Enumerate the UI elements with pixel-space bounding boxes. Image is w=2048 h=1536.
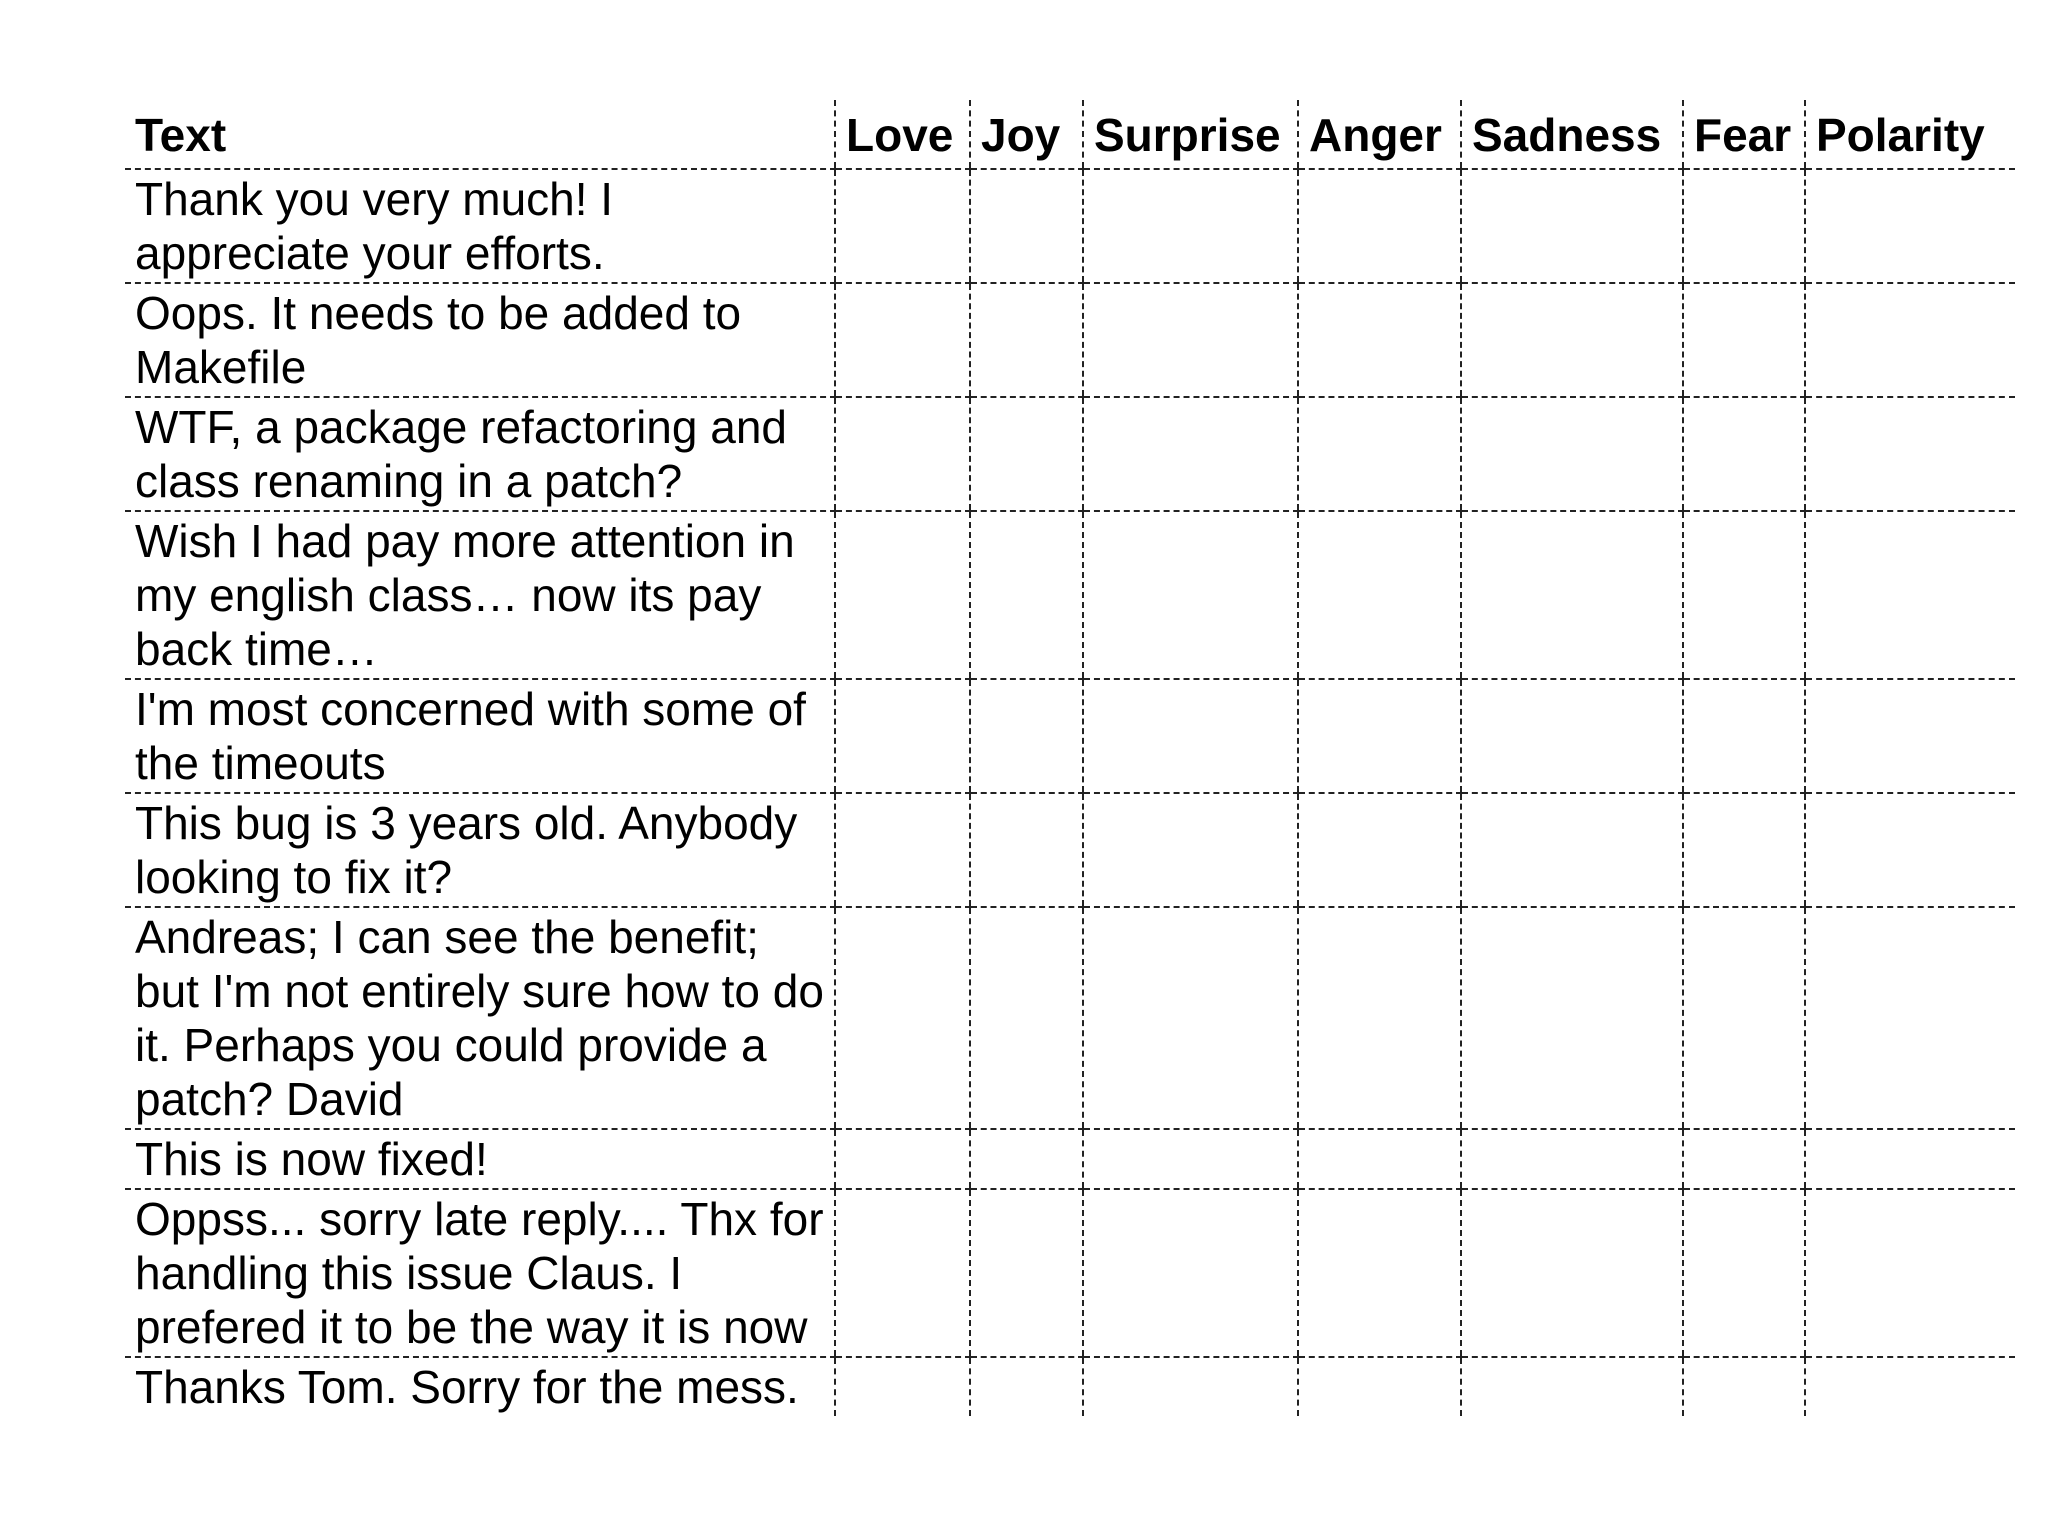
table-row	[125, 679, 2015, 793]
score-cell-anger[interactable]	[1298, 1129, 1461, 1189]
score-cell-sadness[interactable]	[1461, 283, 1683, 397]
score-cell-anger[interactable]	[1298, 397, 1461, 511]
annotation-sheet	[125, 100, 2015, 1416]
score-cell-fear[interactable]	[1683, 1129, 1805, 1189]
header-row	[125, 100, 2015, 169]
score-cell-anger[interactable]	[1298, 1189, 1461, 1357]
score-cell-sadness[interactable]	[1461, 397, 1683, 511]
table-row	[125, 907, 2015, 1129]
score-cell-fear[interactable]	[1683, 283, 1805, 397]
header-fear: Fear	[1683, 100, 1805, 169]
score-cell-sadness[interactable]	[1461, 1357, 1683, 1416]
score-cell-love[interactable]	[835, 1189, 970, 1357]
score-cell-polarity[interactable]	[1805, 793, 2015, 907]
score-cell-joy[interactable]	[970, 169, 1083, 283]
score-cell-love[interactable]	[835, 511, 970, 679]
score-cell-polarity[interactable]	[1805, 1129, 2015, 1189]
table-row	[125, 1357, 2015, 1416]
table-row	[125, 283, 2015, 397]
score-cell-surprise[interactable]	[1083, 511, 1298, 679]
score-cell-love[interactable]	[835, 397, 970, 511]
score-cell-love[interactable]	[835, 793, 970, 907]
score-cell-anger[interactable]	[1298, 907, 1461, 1129]
table-row	[125, 793, 2015, 907]
score-cell-polarity[interactable]	[1805, 511, 2015, 679]
score-cell-surprise[interactable]	[1083, 397, 1298, 511]
score-cell-anger[interactable]	[1298, 169, 1461, 283]
row-text-cell: Oops. It needs to be added to Makefile	[125, 283, 835, 397]
row-text-cell: WTF, a package refactoring and class renaming in a patch?	[125, 397, 835, 511]
score-cell-sadness[interactable]	[1461, 907, 1683, 1129]
header-joy: Joy	[970, 100, 1083, 169]
score-cell-joy[interactable]	[970, 283, 1083, 397]
score-cell-fear[interactable]	[1683, 511, 1805, 679]
score-cell-fear[interactable]	[1683, 1189, 1805, 1357]
score-cell-joy[interactable]	[970, 907, 1083, 1129]
row-text-cell: Andreas; I can see the benefit; but I'm not entirely sure how to do it. Perhaps you could provide a patch? David	[125, 907, 835, 1129]
score-cell-anger[interactable]	[1298, 679, 1461, 793]
row-text-cell: This bug is 3 years old. Anybody looking to fix it?	[125, 793, 835, 907]
score-cell-anger[interactable]	[1298, 793, 1461, 907]
score-cell-surprise[interactable]	[1083, 283, 1298, 397]
score-cell-polarity[interactable]	[1805, 679, 2015, 793]
score-cell-surprise[interactable]	[1083, 793, 1298, 907]
score-cell-love[interactable]	[835, 907, 970, 1129]
score-cell-polarity[interactable]	[1805, 283, 2015, 397]
score-cell-surprise[interactable]	[1083, 679, 1298, 793]
score-cell-anger[interactable]	[1298, 511, 1461, 679]
score-cell-anger[interactable]	[1298, 283, 1461, 397]
header-surprise: Surprise	[1083, 100, 1298, 169]
score-cell-surprise[interactable]	[1083, 169, 1298, 283]
score-cell-sadness[interactable]	[1461, 511, 1683, 679]
row-text-cell: Wish I had pay more attention in my english class… now its pay back time…	[125, 511, 835, 679]
score-cell-love[interactable]	[835, 679, 970, 793]
score-cell-sadness[interactable]	[1461, 793, 1683, 907]
table-row	[125, 511, 2015, 679]
table-row	[125, 1189, 2015, 1357]
score-cell-joy[interactable]	[970, 397, 1083, 511]
score-cell-joy[interactable]	[970, 1189, 1083, 1357]
score-cell-fear[interactable]	[1683, 1357, 1805, 1416]
score-cell-polarity[interactable]	[1805, 907, 2015, 1129]
table-body	[125, 169, 2015, 1416]
score-cell-fear[interactable]	[1683, 793, 1805, 907]
table-row	[125, 169, 2015, 283]
header-polarity: Polarity	[1805, 100, 2015, 169]
score-cell-sadness[interactable]	[1461, 169, 1683, 283]
score-cell-polarity[interactable]	[1805, 1189, 2015, 1357]
score-cell-love[interactable]	[835, 169, 970, 283]
score-cell-sadness[interactable]	[1461, 1129, 1683, 1189]
header-anger: Anger	[1298, 100, 1461, 169]
score-cell-joy[interactable]	[970, 793, 1083, 907]
header-text: Text	[125, 100, 835, 169]
row-text-cell: Thank you very much! I appreciate your efforts.	[125, 169, 835, 283]
row-text-cell: This is now fixed!	[125, 1129, 835, 1189]
score-cell-fear[interactable]	[1683, 169, 1805, 283]
emotion-annotation-table	[125, 100, 2015, 1416]
score-cell-sadness[interactable]	[1461, 1189, 1683, 1357]
score-cell-polarity[interactable]	[1805, 397, 2015, 511]
score-cell-joy[interactable]	[970, 1129, 1083, 1189]
score-cell-sadness[interactable]	[1461, 679, 1683, 793]
score-cell-fear[interactable]	[1683, 397, 1805, 511]
table-row	[125, 397, 2015, 511]
score-cell-love[interactable]	[835, 1357, 970, 1416]
score-cell-fear[interactable]	[1683, 679, 1805, 793]
score-cell-joy[interactable]	[970, 511, 1083, 679]
header-love: Love	[835, 100, 970, 169]
score-cell-surprise[interactable]	[1083, 1189, 1298, 1357]
score-cell-love[interactable]	[835, 1129, 970, 1189]
header-sadness: Sadness	[1461, 100, 1683, 169]
score-cell-polarity[interactable]	[1805, 1357, 2015, 1416]
score-cell-joy[interactable]	[970, 1357, 1083, 1416]
score-cell-love[interactable]	[835, 283, 970, 397]
row-text-cell: I'm most concerned with some of the timeouts	[125, 679, 835, 793]
table-row	[125, 1129, 2015, 1189]
score-cell-fear[interactable]	[1683, 907, 1805, 1129]
score-cell-surprise[interactable]	[1083, 1357, 1298, 1416]
score-cell-polarity[interactable]	[1805, 169, 2015, 283]
score-cell-joy[interactable]	[970, 679, 1083, 793]
row-text-cell: Thanks Tom. Sorry for the mess.	[135, 1361, 799, 1413]
score-cell-surprise[interactable]	[1083, 907, 1298, 1129]
score-cell-surprise[interactable]	[1083, 1129, 1298, 1189]
score-cell-anger[interactable]	[1298, 1357, 1461, 1416]
row-text-cell: Oppss... sorry late reply.... Thx for handling this issue Claus. I prefered it to be the way it is now	[125, 1189, 835, 1357]
